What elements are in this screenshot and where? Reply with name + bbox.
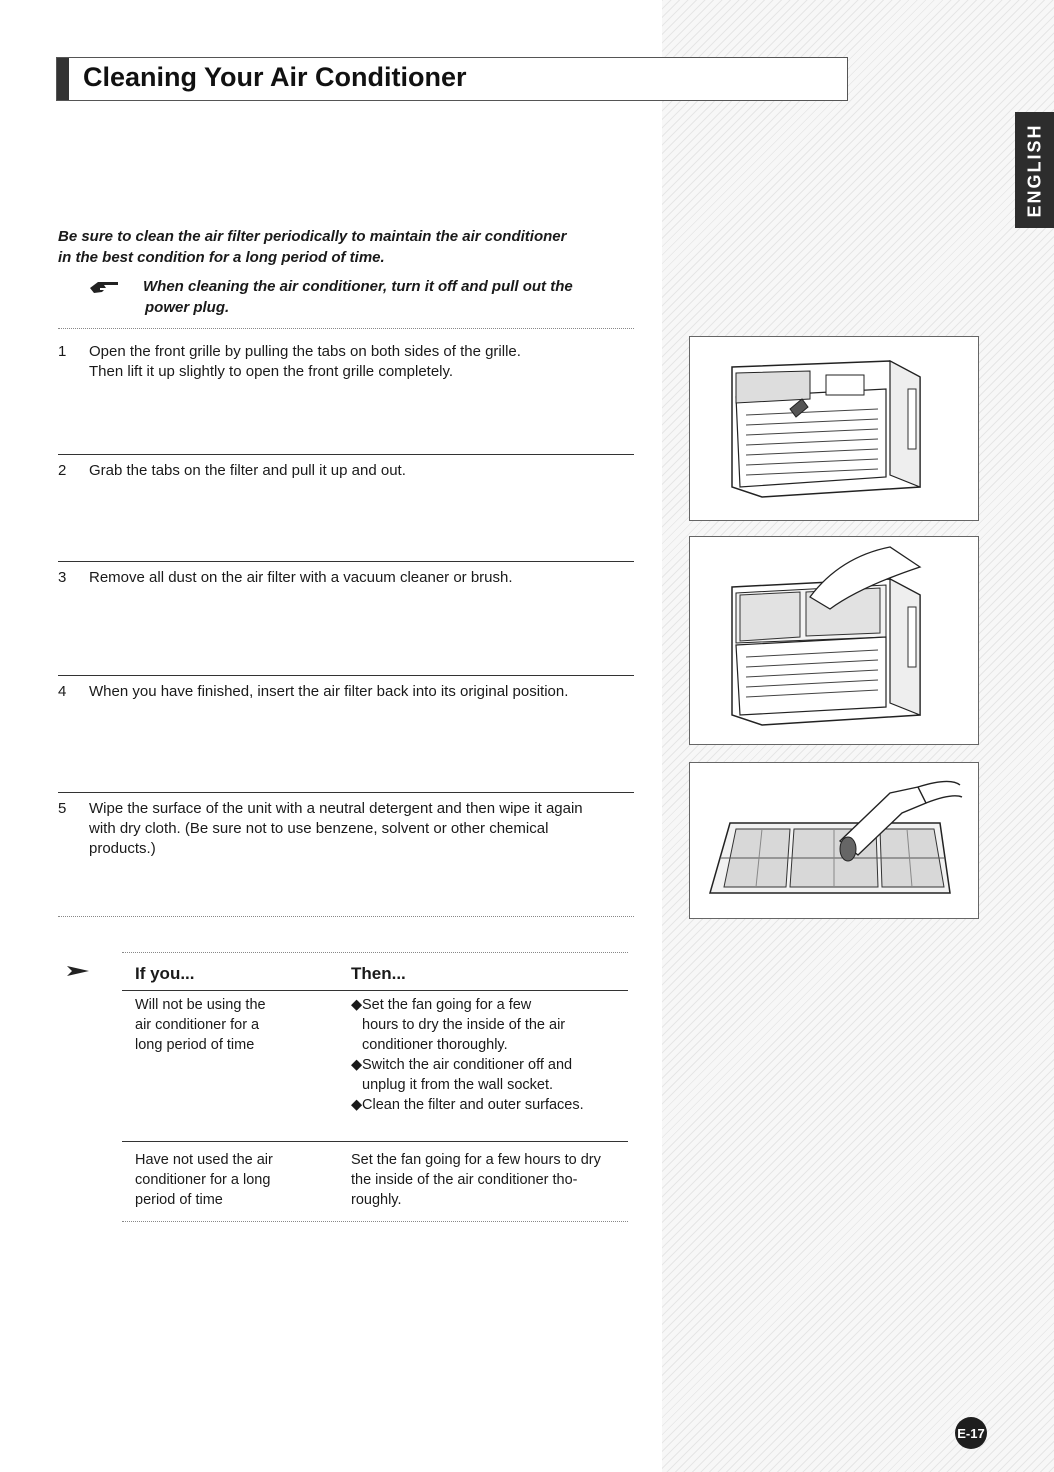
diamond-bullet-icon: ◆ xyxy=(351,1057,363,1073)
step-line: Then lift it up slightly to open the front grille completely. xyxy=(89,363,454,380)
table-cell-if xyxy=(135,1150,335,1210)
cell-line: long period of time xyxy=(135,1037,255,1053)
intro-text xyxy=(58,226,618,268)
cell-line: Will not be using the xyxy=(135,997,266,1013)
figure-open-grille xyxy=(689,336,979,521)
step-text xyxy=(89,461,649,481)
table-top-rule xyxy=(122,952,628,953)
divider xyxy=(58,328,634,329)
figure-remove-filter xyxy=(689,536,979,745)
figure-vacuum-filter xyxy=(689,762,979,919)
bullet-text xyxy=(362,995,642,1055)
step-line: When you have finished, insert the air filter back into its original position. xyxy=(89,683,569,700)
table-header-rule xyxy=(122,990,628,991)
note-line: power plug. xyxy=(145,299,230,316)
step-text xyxy=(89,342,649,382)
pointing-hand-icon xyxy=(88,278,124,296)
table-header-then: Then... xyxy=(351,964,406,983)
step-line: Remove all dust on the air filter with a vacuum cleaner or brush. xyxy=(89,569,513,586)
bullet-line: Clean the filter and outer surfaces. xyxy=(362,1097,584,1113)
bullet-text xyxy=(362,1055,642,1095)
divider xyxy=(58,675,634,676)
air-conditioner-filter-removal-illustration xyxy=(690,537,978,744)
divider xyxy=(58,792,634,793)
step-number: 1 xyxy=(58,343,67,360)
bullet-line: Set the fan going for a few xyxy=(362,997,532,1013)
bullet-line: Switch the air conditioner off and xyxy=(362,1057,573,1073)
cell-line: conditioner for a long xyxy=(135,1172,271,1188)
cell-line: Have not used the air xyxy=(135,1152,273,1168)
step-number: 2 xyxy=(58,462,67,479)
intro-line: Be sure to clean the air filter periodically to maintain the air conditioner xyxy=(58,228,567,245)
step-line: Wipe the surface of the unit with a neutral detergent and then wipe it again xyxy=(89,800,583,817)
cell-line: Set the fan going for a few hours to dry xyxy=(351,1152,601,1168)
caution-note xyxy=(143,276,613,318)
cell-line: the inside of the air conditioner tho- xyxy=(351,1172,578,1188)
table-row-rule xyxy=(122,1141,628,1142)
bullet-line: hours to dry the inside of the air xyxy=(362,1017,566,1033)
language-tab-label: ENGLISH xyxy=(1024,122,1045,218)
title-box xyxy=(56,57,848,101)
page-number-badge: E-17 xyxy=(955,1417,987,1449)
step-text xyxy=(89,682,649,702)
step-number: 4 xyxy=(58,683,67,700)
bullet-text xyxy=(362,1095,642,1115)
arrow-pointer-icon xyxy=(67,964,89,978)
vacuum-cleaning-filter-illustration xyxy=(690,763,978,918)
step-text xyxy=(89,568,649,588)
table-cell-then xyxy=(351,1150,631,1210)
bullet-line: unplug it from the wall socket. xyxy=(362,1077,554,1093)
table-header-if: If you... xyxy=(135,964,195,983)
step-line: Grab the tabs on the filter and pull it up and out. xyxy=(89,462,406,479)
cell-line: period of time xyxy=(135,1192,223,1208)
title-bar-accent xyxy=(57,58,69,100)
divider xyxy=(58,454,634,455)
bullet-line: conditioner thoroughly. xyxy=(362,1037,508,1053)
step-number: 3 xyxy=(58,569,67,586)
step-line: products.) xyxy=(89,840,156,857)
diamond-bullet-icon: ◆ xyxy=(351,1097,363,1113)
step-line: Open the front grille by pulling the tabs on both sides of the grille. xyxy=(89,343,521,360)
divider xyxy=(58,561,634,562)
language-tab xyxy=(1015,112,1054,228)
page-title: Cleaning Your Air Conditioner xyxy=(83,62,467,92)
table-cell-if xyxy=(135,995,335,1055)
cell-line: roughly. xyxy=(351,1192,402,1208)
table-bottom-rule xyxy=(122,1221,628,1222)
step-line: with dry cloth. (Be sure not to use benzene, solvent or other chemical xyxy=(89,820,549,837)
cell-line: air conditioner for a xyxy=(135,1017,260,1033)
intro-line: in the best condition for a long period of time. xyxy=(58,249,385,266)
note-line: When cleaning the air conditioner, turn it off and pull out the xyxy=(143,278,573,295)
divider xyxy=(58,916,634,917)
diamond-bullet-icon: ◆ xyxy=(351,997,363,1013)
air-conditioner-open-grille-illustration xyxy=(690,337,978,520)
step-text xyxy=(89,799,649,859)
step-number: 5 xyxy=(58,800,67,817)
